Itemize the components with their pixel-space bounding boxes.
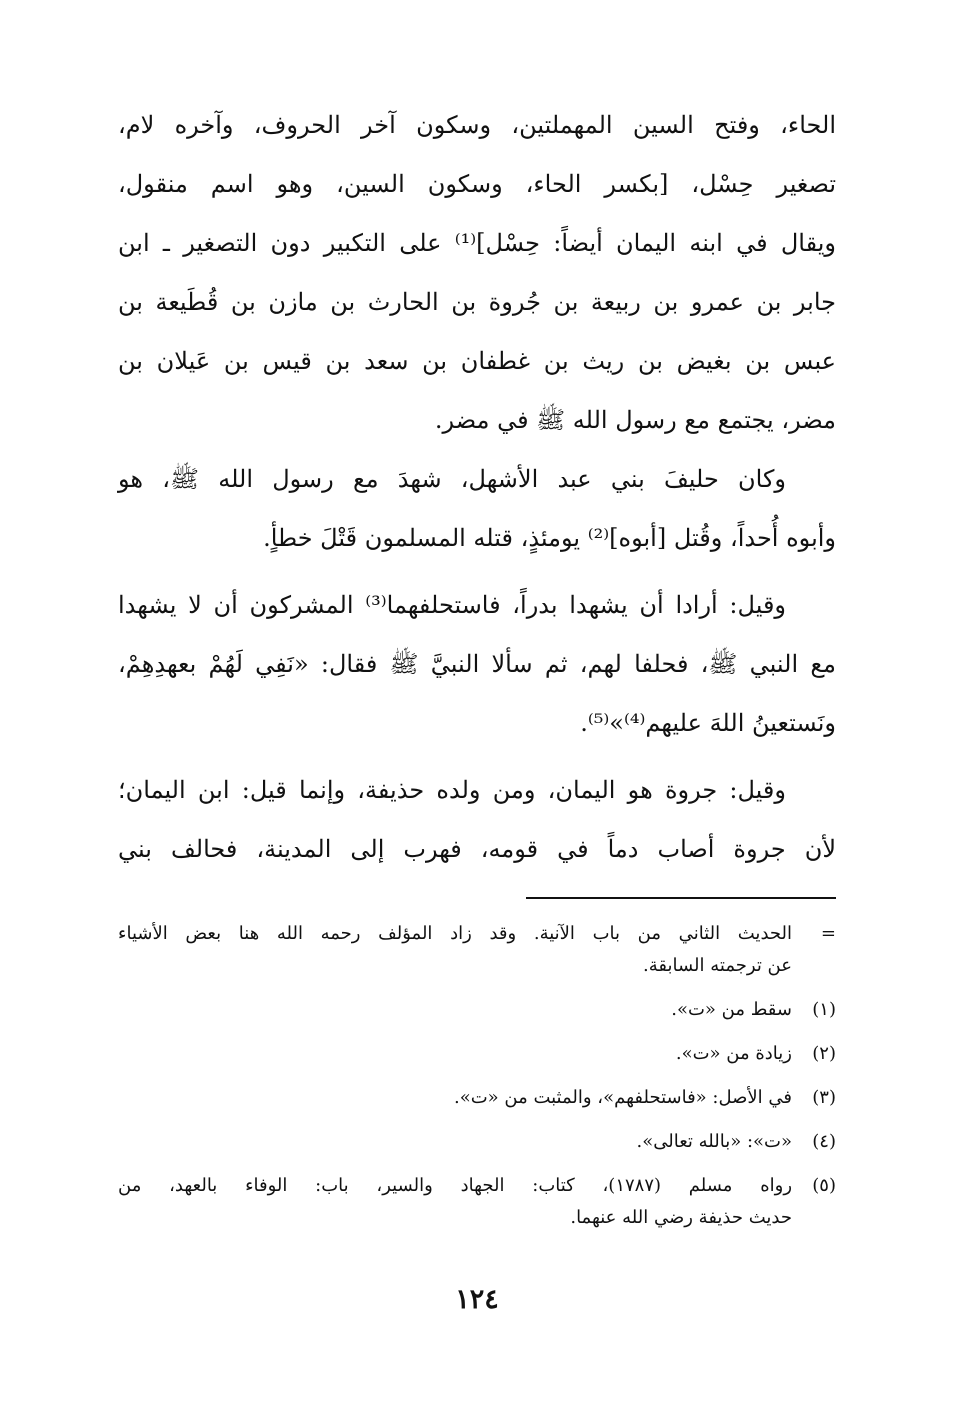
page-number: ١٢٤ (455, 1284, 499, 1315)
footnote-4 (118, 1126, 836, 1158)
footnote-marker: (٣) (812, 1087, 836, 1108)
paragraph (118, 576, 836, 753)
footnote-3 (118, 1082, 836, 1114)
footnote-5 (118, 1170, 836, 1234)
footnote-divider (526, 897, 836, 899)
footnote-text: زيادة من «ت». (675, 1043, 792, 1064)
footnote-line: الحديث الثاني من باب الآنية. وقد زاد المؤلف رحمه الله هنا بعض الأشياء (118, 923, 792, 944)
footnote-1 (118, 994, 836, 1026)
paragraph (118, 450, 836, 568)
text-line: الحاء، وفتح السين المهملتين، وسكون آخر الحروف، وآخره لام، (118, 111, 836, 139)
footnote-marker: = (820, 923, 836, 944)
text-line: تصغير حِسْل، [بكسر الحاء، وسكون السين، وهو اسم منقول، (118, 170, 836, 198)
text-line: وأبوه أُحداً، وقُتل [أبوه]⁽²⁾ يومئذٍ، قتله المسلمون قَتْلَ خطأٍ. (263, 524, 836, 552)
text-line: مضر، يجتمع مع رسول الله ﷺ في مضر. (434, 406, 836, 434)
footnote-marker: (٤) (812, 1131, 836, 1152)
footnote-continuation (118, 918, 836, 982)
footnote-text: في الأصل: «فاستحلفهم»، والمثبت من «ت». (453, 1087, 792, 1108)
footnote-marker: (١) (812, 999, 836, 1020)
footnote-text (118, 1170, 792, 1234)
footnote-2 (118, 1038, 836, 1070)
footnote-marker: (٥) (812, 1175, 836, 1196)
text-line: مع النبي ﷺ، فحلفا لهم، ثم سألا النبيَّ ﷺ فقال: «نَفِي لَهُمْ بعهدِهِمْ، (118, 650, 836, 678)
footnote-text: «ت»: «بالله تعالى». (636, 1131, 792, 1152)
text-line: لأن جروة أصاب دماً في قومه، فهرب إلى المدينة، فحالف بني (118, 835, 836, 863)
footnote-line: حديث حذيفة رضي الله عنهما. (570, 1207, 792, 1228)
text-line: وقيل: أرادا أن يشهدا بدراً، فاستحلفهما⁽³⁾ المشركون أن لا يشهدا (118, 591, 787, 619)
text-line: وكان حليفَ بني عبد الأشهل، شهدَ مع رسول الله ﷺ، هو (118, 465, 786, 493)
footnote-text: سقط من «ت». (671, 999, 792, 1020)
text-line: وقيل: جروة هو اليمان، ومن ولده حذيفة، وإنما قيل: ابن اليمان؛ (118, 776, 786, 804)
text-line: ونَستعينُ اللهَ عليهم⁽⁴⁾»⁽⁵⁾. (580, 709, 836, 737)
footnote-line: رواه مسلم (١٧٨٧)، كتاب: الجهاد والسير، باب: الوفاء بالعهد، من (118, 1175, 793, 1196)
footnote-marker: (٢) (812, 1043, 836, 1064)
footnotes (118, 918, 836, 1246)
footnote-text (118, 918, 792, 982)
text-line: جابر بن عمرو بن ربيعة بن جُروة بن الحارث بن مازن بن قُطَيعة بن (118, 288, 836, 316)
paragraph (118, 761, 836, 879)
text-line: عبس بن بغيض بن ريث بن غطفان بن سعد بن قيس بن عَيلان بن (118, 347, 836, 375)
main-text (118, 96, 836, 879)
paragraph (118, 96, 836, 450)
footnote-line: عن ترجمته السابقة. (643, 955, 792, 976)
text-line: ويقال في ابنه اليمان أيضاً: حِسْل]⁽¹⁾ على التكبير دون التصغير ـ ابن (118, 229, 837, 257)
